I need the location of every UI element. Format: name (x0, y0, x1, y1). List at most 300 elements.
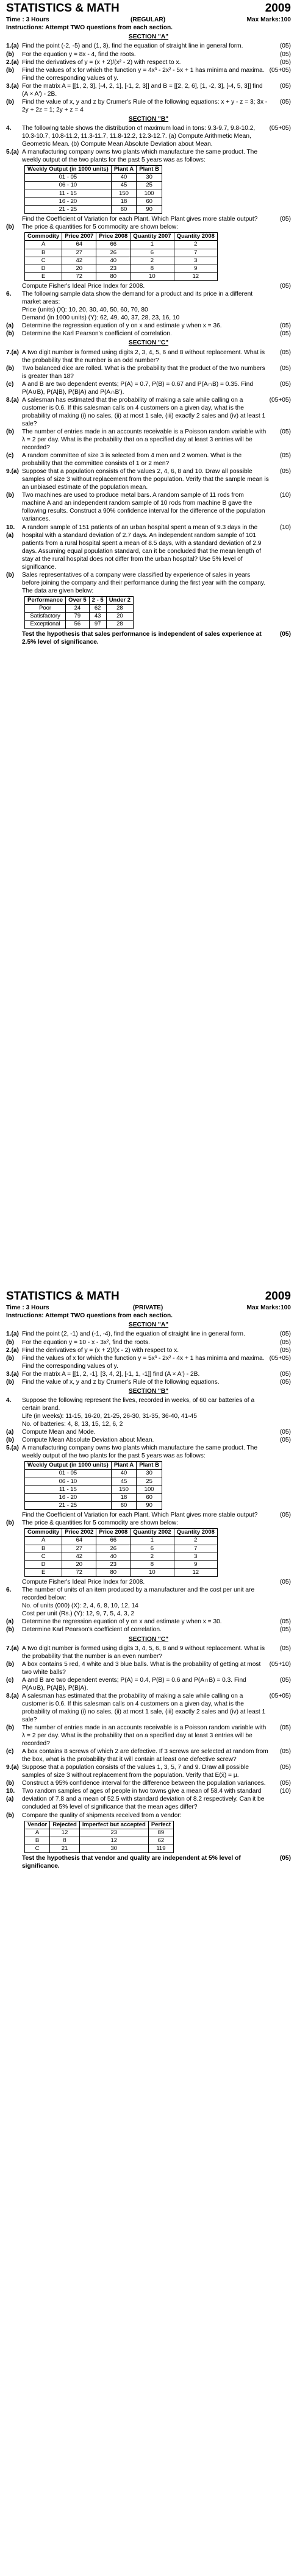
question-number (6, 1602, 22, 1610)
table-cell: 40 (96, 1553, 131, 1560)
question-marks: (05+05) (269, 1692, 291, 1699)
table-cell: 06 - 10 (25, 1478, 112, 1485)
question-number (6, 215, 22, 223)
question-marks: (05) (279, 1780, 291, 1787)
table-cell: 90 (137, 205, 162, 213)
question-row (6, 365, 291, 380)
table-cell: 28 (106, 621, 133, 628)
question-text: Price (units) (X): 10, 20, 30, 40, 50, 60, 70, 80 (22, 307, 148, 314)
table-cell: 119 (148, 1845, 173, 1853)
question-text: A two digit number is formed using digits 2, 3, 4, 5, 6 and 8 without replacement. What is the probability that the number is an odd number? (22, 349, 265, 364)
table-cell: 79 (66, 613, 90, 621)
question-number: 7.(a) (6, 1645, 19, 1652)
table-cell: 01 - 05 (25, 1470, 112, 1478)
table-cell: 18 (111, 197, 136, 205)
table-cell: 23 (96, 265, 131, 272)
table-header-cell: Commodity (25, 233, 62, 241)
paper-subheader (6, 16, 291, 24)
question-row (6, 223, 291, 231)
question-marks (269, 1610, 291, 1618)
question-number: (b) (6, 1724, 15, 1732)
table-cell: 56 (66, 621, 90, 628)
question-row (6, 571, 291, 595)
table-header-cell: 2 - 5 (89, 596, 106, 604)
table-cell: 30 (79, 1845, 148, 1853)
exam-paper (6, 0, 291, 1288)
question-text: Find the point (2, -1) and (-1, -4), find the equation of straight line in general form. (22, 1331, 245, 1338)
question-marks: (05) (279, 43, 291, 50)
paper-header (6, 1, 291, 16)
question-number: 10.(a) (6, 1788, 15, 1803)
question-text: A and B are two dependent events; P(A) = 0.4, P(B) = 0.6 and P(A∩B) = 0.3. Find P(A∪B), P(A|B), P(B|A). (22, 1676, 246, 1692)
table-row (25, 241, 218, 249)
paper-marks: Max Marks:100 (246, 16, 291, 24)
question-number: (b) (6, 1339, 15, 1346)
table-header-cell: Over 5 (66, 596, 90, 604)
table-cell: 12 (174, 272, 217, 280)
section-heading: SECTION "C" (128, 1635, 169, 1643)
table-cell: 40 (111, 174, 136, 182)
question-row (6, 1724, 291, 1748)
table-header-cell: Perfect (148, 1821, 173, 1829)
question-row (6, 306, 291, 314)
table-cell: 1 (131, 241, 174, 249)
question-row (6, 290, 291, 306)
question-row (6, 1578, 291, 1586)
question-number: 8.(a) (6, 1692, 19, 1699)
question-number: 5.(a) (6, 149, 19, 156)
question-number: (b) (6, 1780, 15, 1787)
performance-table (24, 596, 134, 629)
question-text: A box contains 8 screws of which 2 are defective. If 3 screws are selected at random from the box, what is the probability that it will contain at least one defective screw? (22, 1748, 268, 1763)
question-text: Find the derivatives of y = (x + 2)/(x² - 2) with respect to x. (22, 59, 181, 66)
question-text: A salesman has estimated that the probability of making a sale while calling on a customer is 0.6. If this salesman calls on 4 customers on a given day, what is the probability of making (i) no sales, (ii) at most 1 sale, (iii) exactly 2 sales and (iv) at least 1 sale? (22, 396, 266, 427)
table-cell: 11 - 15 (25, 1485, 112, 1493)
question-text: Demand (in 1000 units) (Y): 62, 49, 40, 37, 28, 23, 16, 10 (22, 315, 180, 322)
question-number: 3.(a) (6, 1370, 19, 1378)
question-number: (b) (6, 66, 15, 74)
question-text: Suppose that a population consists of the values 1, 3, 5, 7 and 9. Draw all possible samples of size 3 without replacement from the population. Verify that E(x̄) = μ. (22, 1764, 249, 1779)
question-text: The following sample data show the demand for a product and its price in a different market areas: (22, 291, 253, 306)
table-row (25, 205, 162, 213)
question-marks (269, 306, 291, 314)
question-number: (b) (6, 1378, 15, 1386)
table-header-row (25, 1462, 162, 1470)
question-marks: (05) (279, 1645, 291, 1652)
question-text: No. of units (000) (X): 2, 4, 6, 8, 10, 12, 14 (22, 1603, 138, 1610)
question-row (6, 215, 291, 223)
question-marks: (05) (279, 452, 291, 460)
question-row (6, 396, 291, 428)
table-cell: 80 (96, 272, 131, 280)
table-header-cell: Quantity 2008 (174, 233, 217, 241)
table-row (25, 249, 218, 257)
question-row (6, 1412, 291, 1420)
question-row (6, 1444, 291, 1460)
table-header-cell: Vendor (25, 1821, 50, 1829)
table-header-cell: Plant A (111, 1462, 136, 1470)
table-row (25, 257, 218, 265)
table-cell: A (25, 1537, 62, 1545)
question-number (6, 1412, 22, 1420)
question-row (6, 1586, 291, 1602)
question-text: Suppose the following represent the lives, recorded in weeks, of 60 car batteries of a certain brand. (22, 1397, 255, 1412)
question-text: The following table shows the distribution of maximum load in tons: 9.3-9.7, 9.8-10.2, 10.3-10.7, 10.8-11.2, 11.3-11.7, 11.8-12.2, 12.3-12.7. (a) Compute Arithmetic Mean, Geometric Mean. (b) Compute Mean Absolute Deviation about Mean. (22, 124, 256, 148)
question-row (6, 1692, 291, 1724)
table-cell: 42 (62, 257, 96, 265)
table-header-cell: Price 2008 (96, 1529, 131, 1537)
closing-row (6, 630, 291, 646)
question-number: 2.(a) (6, 59, 19, 66)
table-row (25, 197, 162, 205)
question-marks: (05) (279, 1437, 291, 1444)
question-marks: (05) (279, 1347, 291, 1354)
question-row (6, 330, 291, 338)
table-cell: E (25, 272, 62, 280)
table-cell: 21 - 25 (25, 205, 112, 213)
question-number (6, 1420, 22, 1428)
question-marks (269, 1397, 291, 1412)
table-row (25, 1501, 162, 1509)
table-cell: 80 (96, 1569, 131, 1577)
table-row (25, 1485, 162, 1493)
table-cell: 06 - 10 (25, 182, 112, 190)
table-cell: 28 (106, 605, 133, 613)
table-header-cell: Weekly Output (in 1000 units) (25, 1462, 112, 1470)
section-heading: SECTION "A" (128, 1322, 169, 1329)
table-cell: 12 (174, 1569, 217, 1577)
table-cell: 66 (96, 241, 131, 249)
question-number: (b) (6, 330, 15, 338)
question-text: The number of units of an item produced by a manufacturer and the cost per unit are recorded below: (22, 1587, 255, 1602)
question-text: Compute Fisher's Ideal Price Index for 2008. (22, 1579, 145, 1586)
question-marks: (05) (279, 330, 291, 338)
question-row (6, 1763, 291, 1779)
question-text: The price & quantities for 5 commodity are shown below: (22, 224, 178, 231)
closing-row (6, 1854, 291, 1870)
question-marks: (05) (279, 1339, 291, 1346)
paper-time: Time : 3 Hours (6, 1304, 49, 1312)
table-cell: 150 (111, 1485, 136, 1493)
table-cell: 60 (111, 1501, 136, 1509)
table-cell: 9 (174, 265, 217, 272)
question-text: Construct a 95% confidence interval for the difference between the population variances. (22, 1780, 266, 1787)
table-row (25, 613, 134, 621)
table-cell: 16 - 20 (25, 1493, 112, 1501)
question-marks: (05) (279, 1331, 291, 1338)
question-text: A random sample of 151 patients of an urban hospital spent a mean of 9.3 days in the hospital with a standard deviation of 2.7 days. An independent random sample of 101 patients from a rural hospital spent a mean of 8.5 days, with a standard deviation of 2.9 days. Assuming equal population standard, can it be concluded that the mean length of stay at the rural hospital does not differ from the urban hospital? Use 5% level of significance. (22, 524, 262, 571)
table-cell: 64 (62, 241, 96, 249)
question-number: (a) (6, 322, 14, 330)
question-row (6, 1347, 291, 1354)
question-marks (269, 1602, 291, 1610)
question-marks: (10) (279, 524, 291, 531)
table-cell: 62 (148, 1837, 173, 1845)
table-cell: 6 (131, 1545, 174, 1553)
table-header-cell: Plant B (137, 166, 162, 174)
question-text: Compare the quality of shipments received from a vendor: (22, 1812, 182, 1819)
question-text: Compute Mean and Mode. (22, 1429, 96, 1436)
table-cell: 16 - 20 (25, 197, 112, 205)
question-row (6, 1428, 291, 1436)
question-number: 1.(a) (6, 1331, 19, 1338)
table-cell: B (25, 249, 62, 257)
table-cell: 20 (106, 613, 133, 621)
question-marks: (10) (279, 1788, 291, 1795)
question-text: A box contains 5 red, 4 white and 3 blue balls. What is the probability of getting at most two white balls? (22, 1660, 261, 1676)
table-row (25, 1569, 218, 1577)
question-marks (269, 1812, 291, 1820)
question-row (6, 452, 291, 468)
weekly-output-table (24, 1461, 162, 1510)
table-header-cell: Price 2007 (62, 233, 96, 241)
table-cell: 3 (174, 257, 217, 265)
question-row (6, 98, 291, 114)
question-marks: (05) (279, 51, 291, 58)
closing-spacer (6, 1854, 22, 1870)
table-cell: 8 (131, 1560, 174, 1568)
question-number: (b) (6, 98, 15, 105)
question-text: Suppose that a population consists of the values 2, 4, 6, 8 and 10. Draw all possible samples of size 3 without replacement from the population. Verify that the sample mean is an unbiased estimate of the population mean. (22, 468, 269, 491)
question-text: Find the value of x, y and z by Crumer's Rule of the following equations. (22, 1378, 220, 1386)
question-number: (c) (6, 1676, 14, 1684)
question-text: Two machines are used to produce metal bars. A random sample of 11 rods from machine A and an independent random sample of 10 rods from machine B gave the following results. Construct a 90% confidence interval for the difference of the population variances. (22, 492, 265, 523)
table-row (25, 1470, 162, 1478)
price-quantity-table (24, 232, 218, 281)
question-row (6, 1610, 291, 1618)
question-marks: (05+05) (269, 1354, 291, 1362)
question-row (6, 1676, 291, 1692)
question-row (6, 1397, 291, 1412)
question-number: (b) (6, 1626, 15, 1634)
question-row (6, 82, 291, 98)
question-marks: (05) (279, 1429, 291, 1436)
table-cell: 8 (50, 1837, 80, 1845)
question-number: 9.(a) (6, 1764, 19, 1771)
question-text: No. of batteries: 4, 8, 13, 15, 12, 6, 2 (22, 1420, 123, 1428)
table-cell: 9 (174, 1560, 217, 1568)
table-cell: B (25, 1837, 50, 1845)
table-cell: 42 (62, 1553, 96, 1560)
weekly-output-table (24, 165, 162, 214)
table-cell: 12 (79, 1837, 148, 1845)
question-number: 1.(a) (6, 43, 19, 50)
section-heading: SECTION "B" (128, 1387, 169, 1395)
question-marks: (05) (279, 1626, 291, 1634)
question-number: (b) (6, 1437, 15, 1444)
table-cell: 26 (96, 1545, 131, 1553)
exam-paper (6, 1288, 291, 2576)
paper-instructions: Instructions: Attempt TWO questions from each section. (6, 24, 173, 32)
question-text: Sales representatives of a company were classified by experience of sales in years before joining the company and their performance during the first year with the company. The data are given below: (22, 571, 266, 594)
question-marks (269, 571, 291, 595)
question-row (6, 1779, 291, 1787)
question-text: Compute Mean Absolute Deviation about Mean. (22, 1437, 154, 1444)
question-row (6, 124, 291, 148)
section-heading: SECTION "A" (128, 34, 169, 41)
table-cell: 2 (174, 1537, 217, 1545)
question-marks: (05+10) (269, 1660, 291, 1668)
table-cell: A (25, 241, 62, 249)
table-cell: 24 (66, 605, 90, 613)
table-cell: Satisfactory (25, 613, 66, 621)
question-text: Cost per unit (Rs.) (Y): 12, 9, 7, 5, 4, 3, 2 (22, 1610, 135, 1618)
closing-spacer (6, 630, 22, 646)
question-marks: (05+05) (269, 124, 291, 132)
table-row (25, 1553, 218, 1560)
table-cell: 2 (131, 1553, 174, 1560)
question-marks: (05) (279, 1676, 291, 1684)
table-row (25, 1829, 174, 1837)
question-marks: (05) (279, 428, 291, 435)
table-cell: Poor (25, 605, 66, 613)
question-row (6, 1519, 291, 1527)
table-cell: 60 (111, 205, 136, 213)
table-cell: 45 (111, 182, 136, 190)
question-text: The number of entries made in an accounts receivable is a Poisson random variable with λ = 2 per day. What is the probability that on a specified day at least 3 entries will be recorded? (22, 1724, 267, 1748)
question-number: (b) (6, 428, 15, 435)
table-header-cell: Quantity 2002 (131, 1529, 174, 1537)
question-text: Find the derivatives of y = (x + 2)/(x - 2) with respect to x. (22, 1347, 179, 1354)
table-header-cell: Imperfect but accepted (79, 1821, 148, 1829)
question-marks: (05) (279, 468, 291, 475)
table-cell: D (25, 265, 62, 272)
question-row (6, 314, 291, 322)
question-marks (269, 1586, 291, 1602)
table-cell: 72 (62, 272, 96, 280)
closing-marks: (05) (279, 630, 291, 638)
question-row (6, 282, 291, 290)
question-row (6, 1787, 291, 1811)
question-text: For the matrix A = [[1, 2, 3], [-4, 2, 1], [-1, 2, 3]] and B = [[2, 2, 6], [1, -2, 3], [-4, 5, 3]] find (A × A') - 2B. (22, 82, 263, 98)
question-marks: (05) (279, 365, 291, 372)
table-cell: 150 (111, 190, 136, 197)
question-text: Find the Coefficient of Variation for each Plant. Which Plant gives more stable output? (22, 1512, 258, 1519)
question-text: A manufacturing company owns two plants which manufacture the same product. The weekly output of the two plants for the past 5 years was as follows: (22, 1445, 258, 1460)
table-header-row (25, 596, 134, 604)
question-text: For the equation y = 10 - x - 3x², find the roots. (22, 1339, 150, 1346)
question-text: Two random samples of ages of people in two towns give a mean of 58.4 with standard deviation of 7.8 and a mean of 52.5 with standard deviation of 8.2 respectively. Can it be concluded at 5% level of significance that the mean ages differ? (22, 1788, 265, 1811)
question-number: (b) (6, 571, 15, 578)
table-cell: 30 (137, 174, 162, 182)
question-row (6, 1812, 291, 1820)
table-cell: 11 - 15 (25, 190, 112, 197)
question-text: Find the value of x, y and z by Crumer's Rule of the following equations: x + y - z = 3; 3x - 2y + 2z = 1; 2y + z = 4 (22, 98, 268, 113)
table-row (25, 190, 162, 197)
question-marks: (05+05) (269, 396, 291, 404)
question-text: A and B are two dependent events; P(A) = 0.7, P(B) = 0.67 and P(A∩B) = 0.35. Find P(A∪B), P(A|B), P(B|A) and P(A∩B'). (22, 380, 254, 396)
paper-type: (REGULAR) (130, 16, 166, 24)
table-header-cell: Price 2008 (96, 233, 131, 241)
table-cell: 2 (131, 257, 174, 265)
question-text: Find the values of x for which the function y = 5x³ - 2x² - 4x + 1 has minima and maxima. Find the corresponding values of y. (22, 1354, 265, 1370)
question-number: (c) (6, 452, 14, 460)
question-row (6, 1330, 291, 1338)
question-marks: (05) (279, 1512, 291, 1519)
question-number: (b) (6, 1354, 15, 1362)
question-text: A two digit number is formed using digits 3, 4, 5, 6, 8 and 9 without replacement. What is the probability that the number is an even number? (22, 1645, 265, 1660)
question-marks: (05) (279, 1748, 291, 1756)
table-cell: 60 (137, 1493, 162, 1501)
question-row (6, 42, 291, 50)
table-row (25, 1545, 218, 1553)
question-row (6, 468, 291, 491)
table-cell: 6 (131, 249, 174, 257)
question-number: 5.(a) (6, 1445, 19, 1452)
question-number: 8.(a) (6, 396, 19, 404)
section-heading: SECTION "C" (128, 340, 169, 347)
question-marks: (05) (279, 1724, 291, 1732)
table-header-cell: Rejected (50, 1821, 80, 1829)
question-row (6, 59, 291, 66)
question-text: Determine the regression equation of y on x and estimate y when x = 30. (22, 1618, 222, 1626)
closing-text: Test the hypothesis that sales performance is independent of sales experience at 2.5% level of significance. (22, 630, 262, 646)
question-text: A salesman has estimated that the probability of making a sale while calling on a customer is 0.6. If this salesman calls on 4 customers on a given day, what is the probability of making (i) no sales, (ii) at most 1 sale, (iii) exactly 2 sales and (iv) at least 1 sale? (22, 1692, 266, 1723)
table-header-cell: Performance (25, 596, 66, 604)
question-row (6, 1511, 291, 1519)
table-header-row (25, 233, 218, 241)
question-row (6, 428, 291, 452)
table-cell: 20 (62, 265, 96, 272)
table-header-row (25, 1821, 174, 1829)
question-number: (b) (6, 1660, 15, 1668)
question-marks: (05) (279, 1618, 291, 1626)
table-row (25, 182, 162, 190)
question-row (6, 148, 291, 164)
question-marks: (05) (279, 322, 291, 330)
question-row (6, 322, 291, 330)
question-text: A manufacturing company owns two plants which manufacture the same product. The weekly output of the two plants for the past 5 years was as follows: (22, 149, 258, 164)
table-cell: 8 (131, 265, 174, 272)
question-text: The number of entries made in an accounts receivable is a Poisson random variable with λ = 2 per day. What is the probability that on a specified day at least 3 entries will be recorded? (22, 428, 267, 452)
question-number: 2.(a) (6, 1347, 19, 1354)
table-cell: 18 (111, 1493, 136, 1501)
question-row (6, 66, 291, 82)
question-number (6, 282, 22, 290)
question-marks (269, 1420, 291, 1428)
question-number: (b) (6, 1812, 15, 1819)
question-marks (269, 290, 291, 306)
table-header-row (25, 166, 162, 174)
question-marks: (05) (279, 1579, 291, 1586)
table-cell: 2 (174, 241, 217, 249)
paper-subheader (6, 1304, 291, 1312)
table-cell: 26 (96, 249, 131, 257)
table-row (25, 1493, 162, 1501)
table-cell: 100 (137, 1485, 162, 1493)
table-row (25, 1845, 174, 1853)
table-header-cell: Price 2002 (62, 1529, 96, 1537)
question-marks (269, 1519, 291, 1527)
question-number: 6. (6, 1587, 12, 1594)
question-marks: (05) (279, 1764, 291, 1771)
question-text: Find the point (-2, -5) and (1, 3), find the equation of straight line in general form. (22, 43, 243, 50)
table-row (25, 605, 134, 613)
paper-marks: Max Marks:100 (246, 1304, 291, 1312)
table-cell: 27 (62, 1545, 96, 1553)
paper-header (6, 1289, 291, 1304)
table-cell: 23 (79, 1829, 148, 1837)
table-cell: C (25, 1845, 50, 1853)
question-marks (269, 1412, 291, 1420)
table-cell: 97 (89, 621, 106, 628)
question-row (6, 1602, 291, 1610)
table-cell: A (25, 1829, 50, 1837)
table-cell: 10 (131, 272, 174, 280)
table-cell: 25 (137, 1478, 162, 1485)
table-cell: 45 (111, 1478, 136, 1485)
table-row (25, 265, 218, 272)
